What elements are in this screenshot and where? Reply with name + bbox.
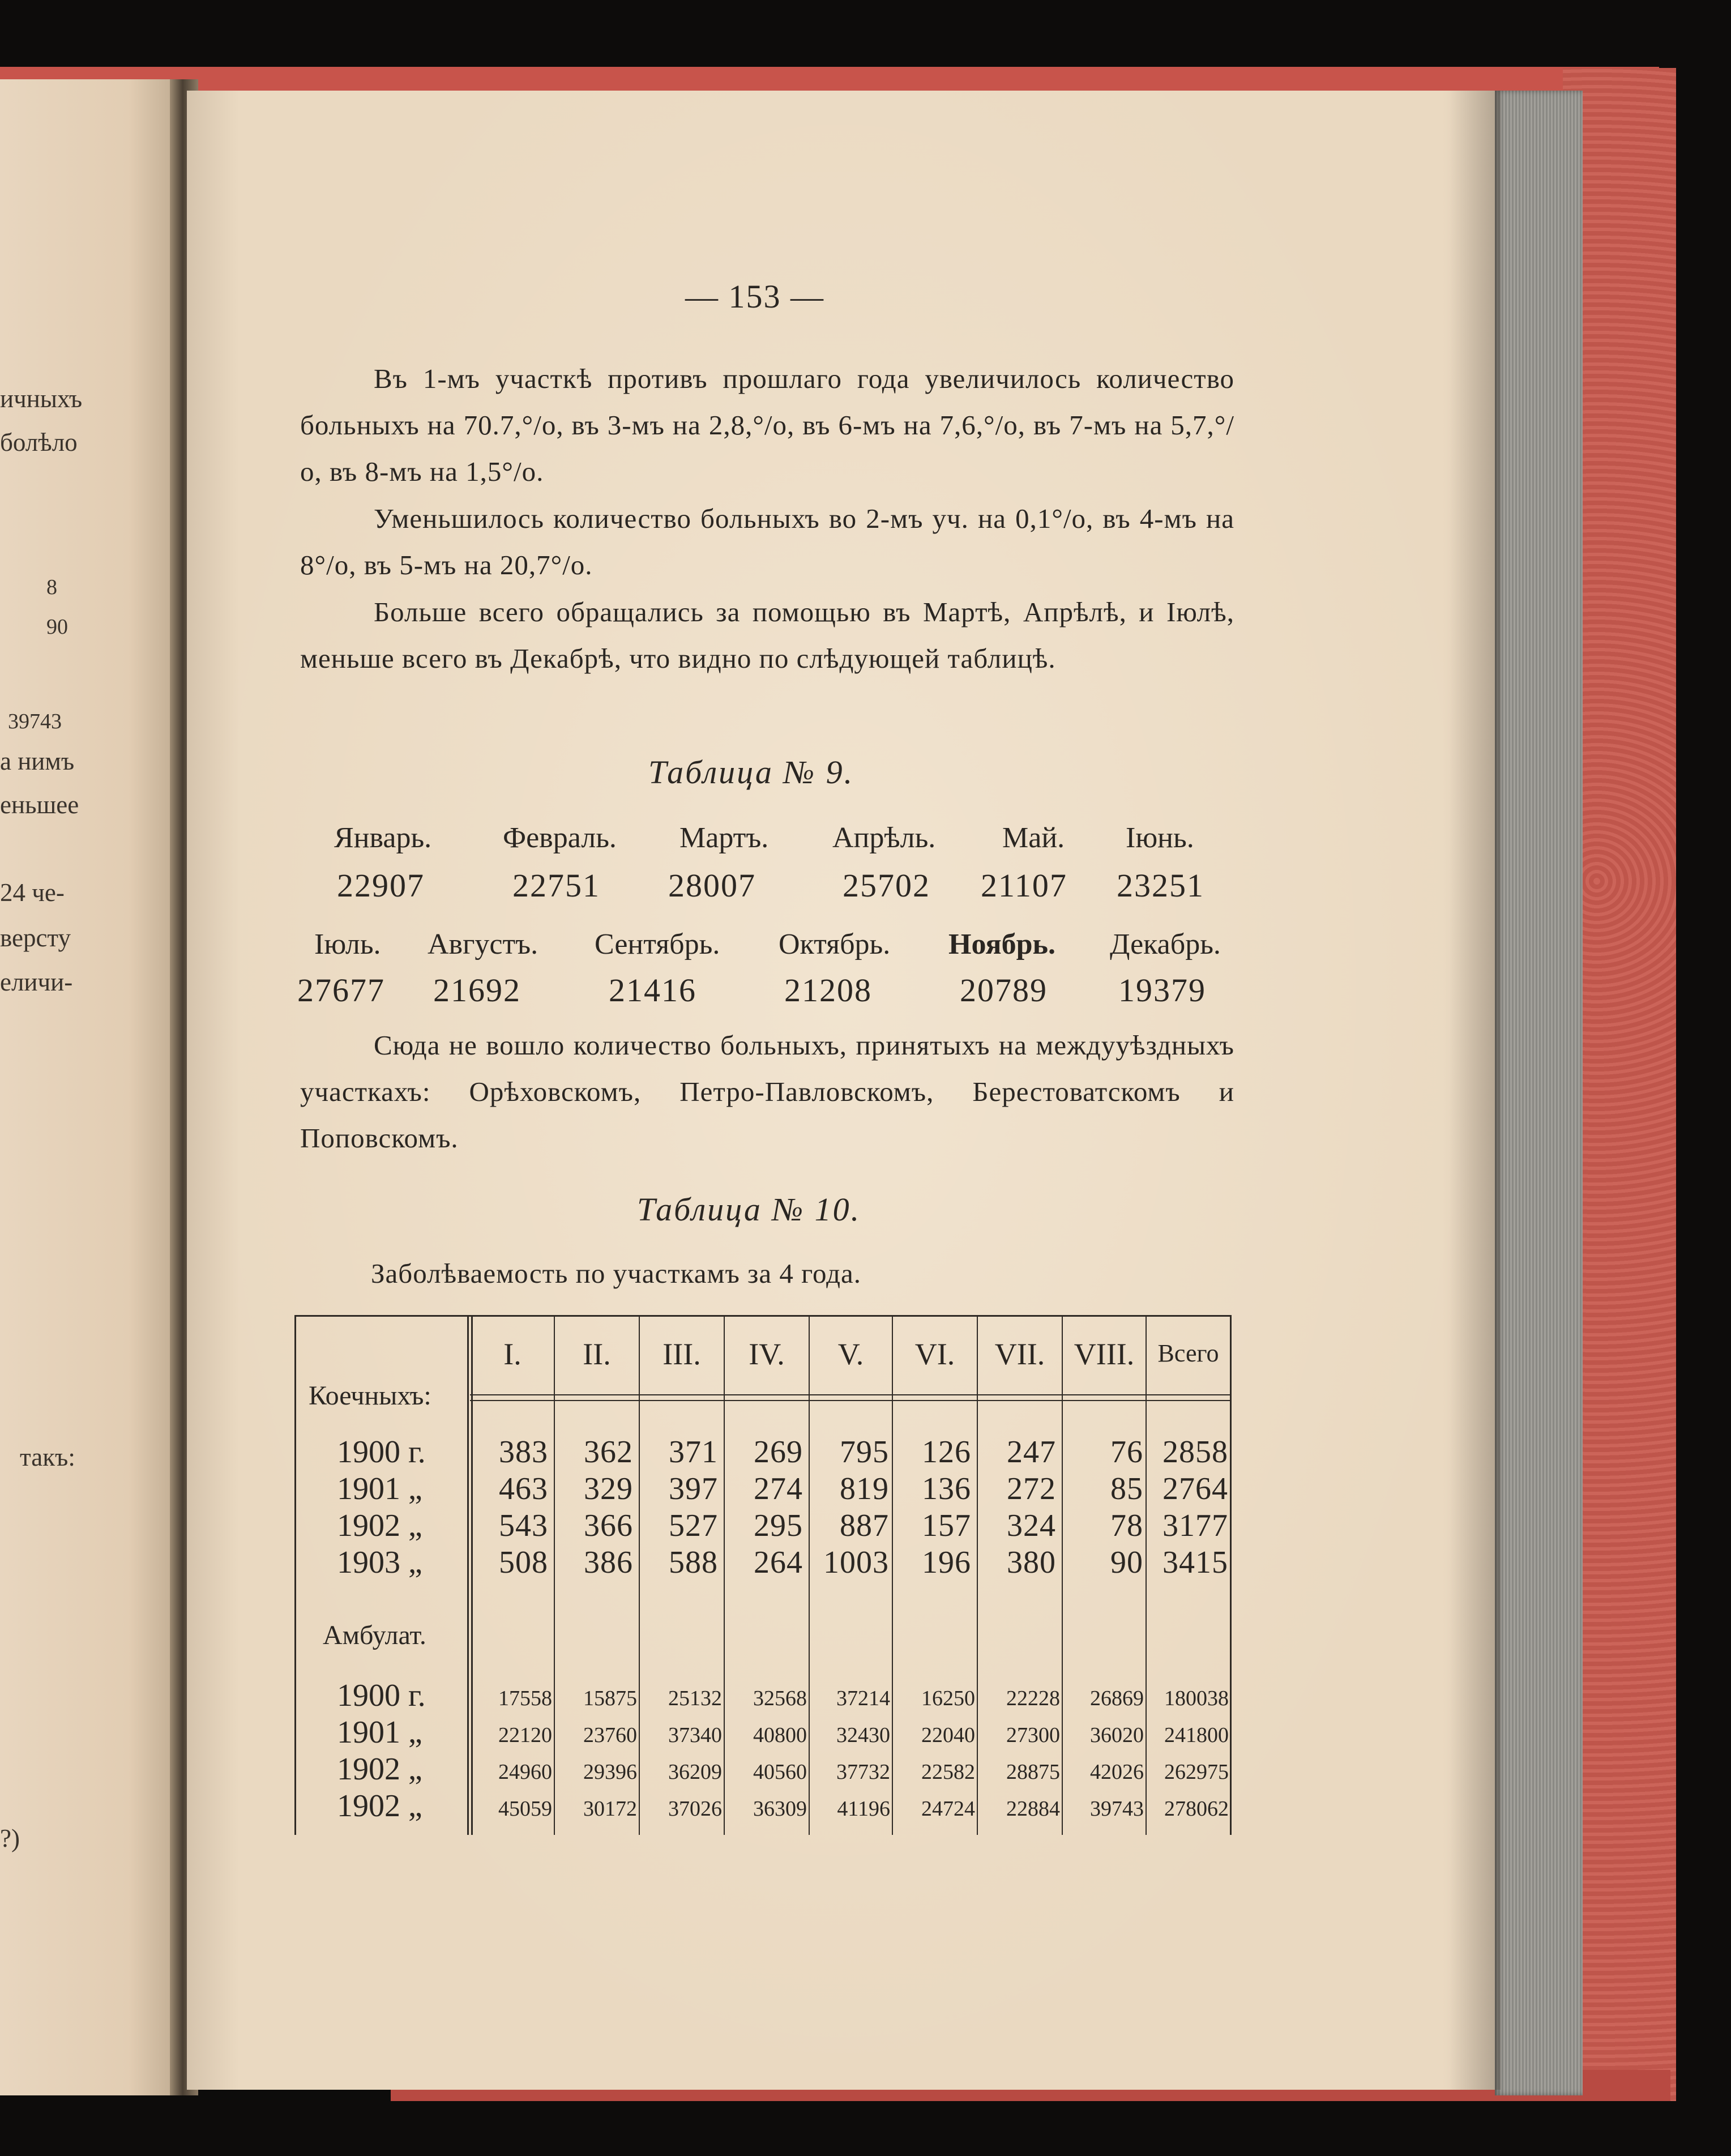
- table-header-rule: [470, 1394, 1232, 1395]
- table-cell: 32430: [836, 1723, 890, 1747]
- table-cell: 543: [499, 1508, 548, 1543]
- table10-header: III.: [663, 1337, 701, 1371]
- row-label: 1903 „: [337, 1545, 422, 1580]
- table-cell: 274: [754, 1471, 803, 1506]
- table10-section-label: Амбулат.: [323, 1620, 426, 1650]
- table-cell: 22120: [498, 1723, 552, 1747]
- table-cell: 26869: [1090, 1687, 1144, 1710]
- note-paragraph-text: Сюда не вошло количество больныхъ, принятыхъ на междууѣздныхъ участкахъ: Орѣховскомъ, Петро-Павловскомъ, Берестоватскомъ и Поповскомъ.: [300, 1030, 1234, 1154]
- table-cell: 22228: [1006, 1687, 1060, 1710]
- table-cell: 40800: [753, 1723, 807, 1747]
- table9-month: Іюнь.: [1126, 822, 1194, 854]
- table-cell: 463: [499, 1471, 548, 1506]
- table-cell: 22040: [921, 1723, 975, 1747]
- paragraph-1: [300, 356, 1234, 495]
- left-fragment: 90: [46, 615, 68, 639]
- table10-header: V.: [837, 1337, 864, 1371]
- left-fragment: болѣло: [0, 428, 78, 456]
- table-cell: 36209: [668, 1760, 722, 1784]
- table-cell: 196: [922, 1545, 971, 1580]
- table9-value: 22907: [337, 867, 425, 904]
- left-fragment: еличи-: [0, 968, 73, 996]
- table-cell: 28875: [1006, 1760, 1060, 1784]
- table9-value: 20789: [960, 972, 1048, 1009]
- table-cell: 795: [840, 1435, 889, 1470]
- table-cell: 23760: [583, 1723, 637, 1747]
- paragraph-2-text: Уменьшилось количество больныхъ во 2-мъ уч. на 0,1°/о, въ 4-мъ на 8°/о, въ 5-мъ на 20,7°/о.: [300, 503, 1234, 580]
- table9-value: 21208: [784, 972, 872, 1009]
- left-fragment: 39743: [8, 710, 62, 733]
- table-cell: 24724: [921, 1797, 975, 1821]
- table-cell: 40560: [753, 1760, 807, 1784]
- table-cell: 272: [1007, 1471, 1056, 1506]
- table-cell: 25132: [668, 1687, 722, 1710]
- table-cell: 278062: [1164, 1797, 1229, 1821]
- table-cell: 27300: [1006, 1723, 1060, 1747]
- table-cell: 508: [499, 1545, 548, 1580]
- table-cell: 386: [584, 1545, 633, 1580]
- table10-intro: Заболѣваемость по участкамъ за 4 года.: [371, 1258, 862, 1289]
- table-cell: 2858: [1162, 1435, 1228, 1470]
- left-fragment: ичныхъ: [0, 385, 83, 413]
- table9-month: Августъ.: [428, 928, 538, 960]
- table-cell: 380: [1007, 1545, 1056, 1580]
- table9-month: Октябрь.: [779, 928, 891, 960]
- page-edge-shadow: [1450, 91, 1501, 2090]
- paragraph-3: [300, 589, 1234, 682]
- table10-header: VIII.: [1074, 1337, 1135, 1371]
- table-cell: 37214: [836, 1687, 890, 1710]
- table-cell: 324: [1007, 1508, 1056, 1543]
- row-label: 1901 „: [337, 1715, 422, 1750]
- table-cell: 36309: [753, 1797, 807, 1821]
- table9-value: 19379: [1118, 972, 1206, 1009]
- table9-month: Апрѣль.: [832, 822, 936, 854]
- table9-month: Сентябрь.: [595, 928, 720, 960]
- table-cell: 78: [1110, 1508, 1143, 1543]
- table9-value: 21416: [609, 972, 696, 1009]
- table-cell: 247: [1007, 1435, 1056, 1470]
- table-cell: 269: [754, 1435, 803, 1470]
- table9-value: 21107: [981, 867, 1067, 904]
- table9-value: 27677: [297, 972, 385, 1009]
- table9-month: Ноябрь.: [948, 928, 1056, 960]
- table-cell: 588: [669, 1545, 718, 1580]
- table-cell: 22582: [921, 1760, 975, 1784]
- table-cell: 30172: [583, 1797, 637, 1821]
- table10-section-label: Коечныхъ:: [309, 1381, 431, 1411]
- table10-header: I.: [503, 1337, 522, 1371]
- table-cell: 16250: [921, 1687, 975, 1710]
- table10-header: IV.: [749, 1337, 785, 1371]
- table-cell: 264: [754, 1545, 803, 1580]
- table9-month: Мартъ.: [679, 822, 769, 854]
- table-cell: 126: [922, 1435, 971, 1470]
- table-cell: 887: [840, 1508, 889, 1543]
- table-cell: 1003: [823, 1545, 889, 1580]
- table-header-rule: [470, 1400, 1232, 1401]
- row-label: 1902 „: [337, 1508, 422, 1543]
- row-label: 1902 „: [337, 1752, 422, 1787]
- table-cell: 3177: [1162, 1508, 1228, 1543]
- table-cell: 29396: [583, 1760, 637, 1784]
- table9-value: 21692: [433, 972, 521, 1009]
- table-cell: 136: [922, 1471, 971, 1506]
- table-cell: 180038: [1164, 1687, 1229, 1710]
- left-fragment: ?): [0, 1824, 20, 1852]
- note-paragraph: [300, 1022, 1234, 1162]
- table-cell: 41196: [837, 1797, 890, 1821]
- table-cell: 42026: [1090, 1760, 1144, 1784]
- table-cell: 85: [1110, 1471, 1143, 1506]
- table-cell: 17558: [498, 1687, 552, 1710]
- table-cell: 76: [1110, 1435, 1143, 1470]
- table-cell: 329: [584, 1471, 633, 1506]
- table-cell: 39743: [1090, 1797, 1144, 1821]
- page-edges: [1495, 91, 1583, 2095]
- paragraph-2: [300, 496, 1234, 588]
- table10-header: II.: [583, 1337, 611, 1371]
- table-cell: 36020: [1090, 1723, 1144, 1747]
- paragraph-3-text: Больше всего обращались за помощью въ Мартѣ, Апрѣлѣ, и Іюлѣ, меньше всего въ Декабрѣ, что видно по слѣдующей таблицѣ.: [300, 596, 1234, 674]
- table-top-rule: [294, 1315, 1232, 1317]
- left-fragment: 8: [46, 575, 57, 599]
- left-fragment: такъ:: [20, 1443, 75, 1471]
- table10: [294, 1315, 1232, 1836]
- table10-header: VI.: [914, 1337, 955, 1371]
- row-label: 1900 г.: [337, 1678, 426, 1713]
- table-cell: 383: [499, 1435, 548, 1470]
- row-label: 1902 „: [337, 1788, 422, 1824]
- left-fragment: а нимъ: [0, 747, 75, 775]
- table-cell: 371: [669, 1435, 718, 1470]
- table-cell: 3415: [1162, 1545, 1228, 1580]
- table-cell: 397: [669, 1471, 718, 1506]
- table9-month: Май.: [1002, 822, 1065, 854]
- table-cell: 157: [922, 1508, 971, 1543]
- table9-month: Декабрь.: [1110, 928, 1221, 960]
- table-rule: [467, 1315, 469, 1835]
- table9-month: Февраль.: [503, 822, 617, 854]
- table-cell: 362: [584, 1435, 633, 1470]
- left-fragment: еньшее: [0, 791, 79, 819]
- table-cell: 527: [669, 1508, 718, 1543]
- table9-value: 28007: [668, 867, 756, 904]
- table-cell: 15875: [583, 1687, 637, 1710]
- table-cell: 2764: [1162, 1471, 1228, 1506]
- table10-header: Всего: [1157, 1339, 1219, 1367]
- table-cell: 241800: [1164, 1723, 1229, 1747]
- row-label: 1900 г.: [337, 1435, 426, 1470]
- table10-caption: Таблица № 10.: [637, 1191, 861, 1228]
- table-cell: 45059: [498, 1797, 552, 1821]
- table9-caption: Таблица № 9.: [648, 754, 854, 791]
- table10-header: VII.: [994, 1337, 1045, 1371]
- table-cell: 366: [584, 1508, 633, 1543]
- table-cell: 24960: [498, 1760, 552, 1784]
- table-cell: 37026: [668, 1797, 722, 1821]
- left-page: [0, 79, 184, 2095]
- table-cell: 819: [840, 1471, 889, 1506]
- table9-value: 23251: [1117, 867, 1204, 904]
- table9-month: Январь.: [334, 822, 432, 854]
- table-cell: 22884: [1006, 1797, 1060, 1821]
- table9-value: 22751: [512, 867, 600, 904]
- table-rule: [294, 1315, 296, 1835]
- page-number: — 153 —: [685, 278, 824, 315]
- table-cell: 295: [754, 1508, 803, 1543]
- table-cell: 262975: [1164, 1760, 1229, 1784]
- table-rule: [1230, 1315, 1232, 1835]
- row-label: 1901 „: [337, 1471, 422, 1506]
- left-fragment: версту: [0, 924, 71, 952]
- table9-value: 25702: [843, 867, 930, 904]
- table9-month: Іюль.: [314, 928, 381, 960]
- table-cell: 37340: [668, 1723, 722, 1747]
- table-cell: 32568: [753, 1687, 807, 1710]
- table-cell: 90: [1110, 1545, 1143, 1580]
- left-fragment: 24 че-: [0, 878, 65, 907]
- paragraph-1-text: Въ 1-мъ участкѣ противъ прошлаго года увеличилось количество больныхъ на 70.7,°/о, въ 3-мъ на 2,8,°/о, въ 6-мъ на 7,6,°/о, въ 7-мъ на 5,7,°/о, въ 8-мъ на 1,5°/о.: [300, 363, 1234, 487]
- table-cell: 37732: [836, 1760, 890, 1784]
